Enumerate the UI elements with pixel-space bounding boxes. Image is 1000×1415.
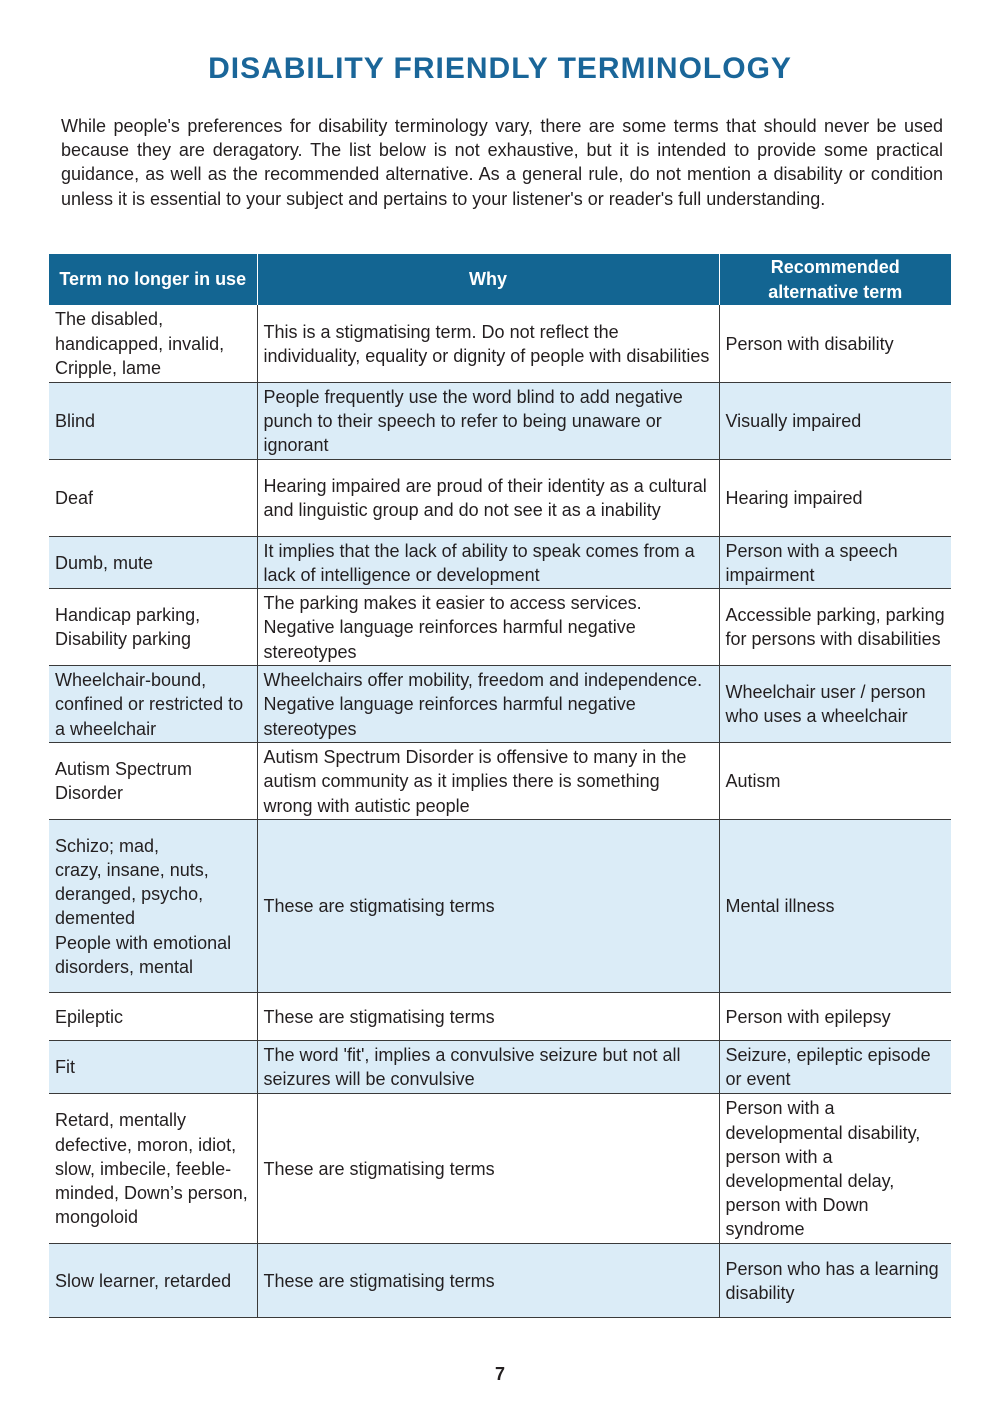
term-cell xyxy=(49,819,257,992)
term-text: Fit xyxy=(55,1057,75,1078)
why-text: The word 'fit', implies a convulsive seizure but not all seizures will be convulsive xyxy=(263,1045,681,1090)
term-cell xyxy=(49,588,257,665)
term-cell xyxy=(49,305,257,382)
table-row xyxy=(49,819,951,992)
alternative-text: Person who has a learning disability xyxy=(725,1258,939,1303)
table-row xyxy=(49,1093,951,1243)
why-cell xyxy=(257,1040,719,1093)
why-cell xyxy=(257,305,719,382)
alternative-text: Person with a developmental disability, person with a developmental delay, person with Down syndrome xyxy=(725,1098,921,1240)
term-text: Dumb, mute xyxy=(55,552,154,573)
table-row xyxy=(49,665,951,742)
why-text: It implies that the lack of ability to speak comes from a lack of intelligence or development xyxy=(263,540,695,585)
table-row xyxy=(49,382,951,459)
alternative-text: Wheelchair user / person who uses a wheelchair xyxy=(725,682,926,727)
alternative-cell xyxy=(719,536,951,588)
why-text: People frequently use the word blind to add negative punch to their speech to refer to being unaware or ignorant xyxy=(263,386,683,456)
alternative-text: Accessible parking, parking for persons with disabilities xyxy=(725,605,945,650)
alternative-cell xyxy=(719,742,951,819)
table-row xyxy=(49,536,951,588)
alternative-cell xyxy=(719,665,951,742)
header-alternative: Recommended alternative term xyxy=(719,254,951,305)
alternative-text: Autism xyxy=(725,771,781,792)
why-cell xyxy=(257,665,719,742)
alternative-cell xyxy=(719,1040,951,1093)
term-text: Blind xyxy=(55,410,96,431)
alternative-cell xyxy=(719,1243,951,1317)
why-cell xyxy=(257,1243,719,1317)
alternative-text: Hearing impaired xyxy=(725,487,863,508)
term-cell xyxy=(49,742,257,819)
table-row xyxy=(49,588,951,665)
why-text: These are stigmatising terms xyxy=(263,1158,495,1179)
term-text: Autism Spectrum Disorder xyxy=(55,759,193,804)
alternative-cell xyxy=(719,992,951,1040)
alternative-cell xyxy=(719,1093,951,1243)
term-text: Deaf xyxy=(55,487,94,508)
table-row xyxy=(49,305,951,382)
term-cell xyxy=(49,459,257,536)
why-cell xyxy=(257,536,719,588)
term-cell xyxy=(49,382,257,459)
table-row xyxy=(49,459,951,536)
header-term: Term no longer in use xyxy=(49,254,257,305)
term-cell xyxy=(49,665,257,742)
alternative-cell xyxy=(719,305,951,382)
term-cell xyxy=(49,1040,257,1093)
term-text: Epileptic xyxy=(55,1006,124,1027)
header-why: Why xyxy=(257,254,719,305)
why-text: Autism Spectrum Disorder is offensive to many in the autism community as it implies there is something wrong with autistic people xyxy=(263,747,687,816)
why-cell xyxy=(257,819,719,992)
alternative-cell xyxy=(719,819,951,992)
term-text: Wheelchair-bound, confined or restricted to a wheelchair xyxy=(55,670,244,739)
term-text: Handicap parking, Disability parking xyxy=(55,605,201,650)
alternative-text: Mental illness xyxy=(725,896,835,917)
intro-paragraph: While people's preferences for disability terminology vary, there are some terms that should never be used because they are deragatory. The list below is not exhaustive, but it is intended to provide some practical guidance, as well as the recommended alternative. As a general rule, do not mention a disability or condition unless it is essential to your subject and pertains to your listener's or reader's full understanding. xyxy=(61,116,943,209)
why-text: Wheelchairs offer mobility, freedom and independence. Negative language reinforces harmful negative stereotypes xyxy=(263,670,703,739)
alternative-cell xyxy=(719,459,951,536)
table-header-row xyxy=(49,254,951,305)
term-text: The disabled, handicapped, invalid, Cripple, lame xyxy=(55,309,225,378)
why-text: This is a stigmatising term. Do not reflect the individuality, equality or dignity of people with disabilities xyxy=(263,321,710,366)
alternative-cell xyxy=(719,588,951,665)
term-cell xyxy=(49,992,257,1040)
why-text: The parking makes it easier to access services. Negative language reinforces harmful negative stereotypes xyxy=(263,593,642,662)
why-text: Hearing impaired are proud of their identity as a cultural and linguistic group and do not see it as a inability xyxy=(263,475,707,520)
why-cell xyxy=(257,742,719,819)
why-cell xyxy=(257,382,719,459)
why-text: These are stigmatising terms xyxy=(263,896,495,917)
alternative-text: Person with epilepsy xyxy=(725,1006,891,1027)
alternative-text: Visually impaired xyxy=(725,410,862,431)
page-title: DISABILITY FRIENDLY TERMINOLOGY xyxy=(208,52,792,85)
table-row xyxy=(49,1243,951,1317)
table-row xyxy=(49,992,951,1040)
term-text: Retard, mentally defective, moron, idiot, slow, imbecile, feeble-minded, Down’s person, mongoloid xyxy=(55,1110,248,1228)
table-row xyxy=(49,742,951,819)
why-cell xyxy=(257,459,719,536)
alternative-text: Person with a speech impairment xyxy=(725,540,898,585)
why-cell xyxy=(257,992,719,1040)
why-text: These are stigmatising terms xyxy=(263,1270,495,1291)
term-text: Slow learner, retarded xyxy=(55,1270,232,1291)
alternative-cell xyxy=(719,382,951,459)
alternative-text: Person with disability xyxy=(725,333,894,354)
why-cell xyxy=(257,588,719,665)
why-text: These are stigmatising terms xyxy=(263,1006,495,1027)
page-number: 7 xyxy=(494,1364,505,1384)
alternative-text: Seizure, epileptic episode or event xyxy=(725,1045,931,1090)
term-cell xyxy=(49,1093,257,1243)
table-row xyxy=(49,1040,951,1093)
why-cell xyxy=(257,1093,719,1243)
term-cell xyxy=(49,1243,257,1317)
term-cell xyxy=(49,536,257,588)
terminology-table xyxy=(49,254,951,1318)
term-text: Schizo; mad, crazy, insane, nuts, deranged, psycho, demented People with emotional disorders, mental xyxy=(55,835,232,977)
